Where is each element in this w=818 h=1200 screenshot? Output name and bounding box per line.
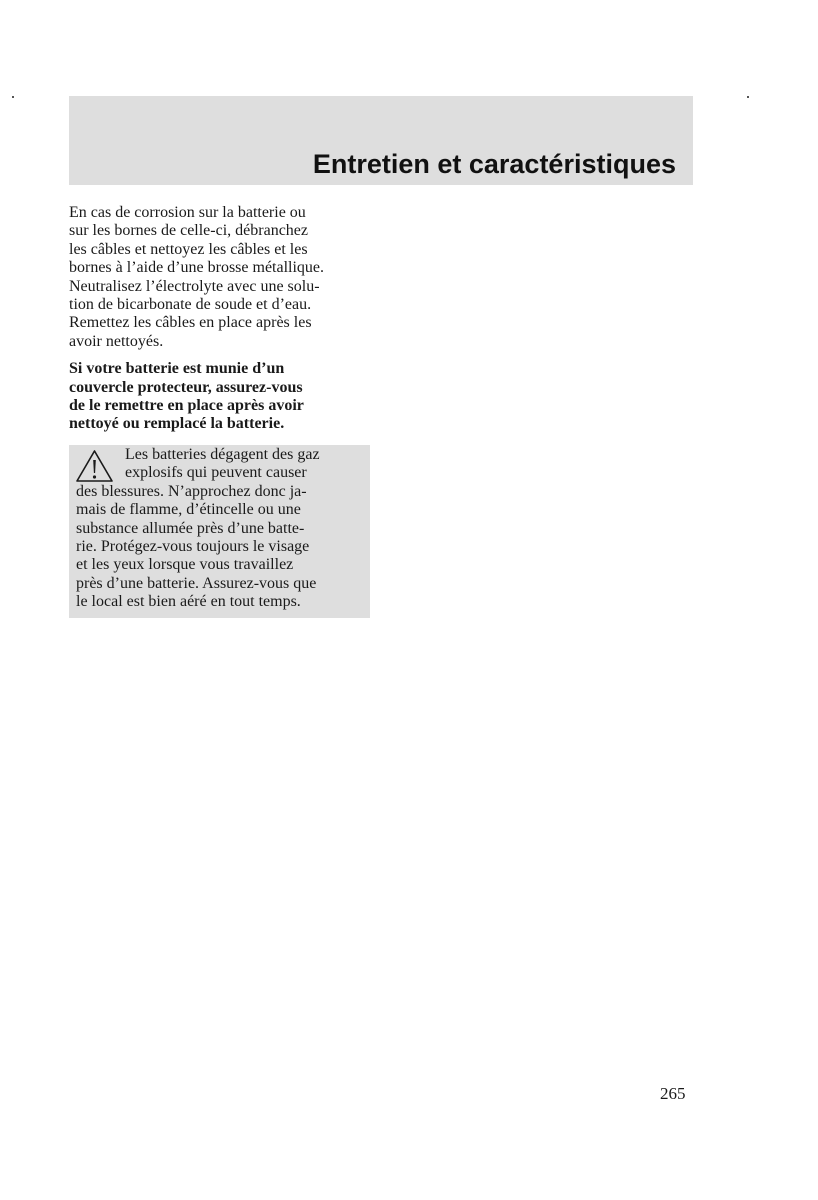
text-column — [69, 204, 367, 618]
header-band — [69, 96, 693, 185]
text-line: des blessures. N’approchez donc ja- — [76, 482, 307, 500]
text-line: avoir nettoyés. — [69, 332, 164, 350]
crop-mark-left — [12, 96, 14, 98]
text-line: mais de flamme, d’étincelle ou une — [76, 501, 301, 519]
text-line: sur les bornes de celle-ci, débranchez — [69, 222, 308, 240]
text-line: couvercle protecteur, assurez-vous — [69, 378, 303, 396]
text-line: tion de bicarbonate de soude et d’eau. — [69, 296, 312, 314]
text-line: explosifs qui peuvent causer — [125, 464, 307, 482]
text-line: près d’une batterie. Assurez-vous que — [76, 574, 317, 592]
page-title: Entretien et caractéristiques — [312, 149, 676, 179]
text-line: de le remettre en place après avoir — [69, 397, 304, 415]
text-line: les câbles et nettoyez les câbles et les — [69, 240, 308, 258]
text-line: rie. Protégez-vous toujours le visage — [76, 537, 310, 555]
text-line: Si votre batterie est munie d’un — [69, 360, 285, 378]
warning-text — [76, 446, 366, 612]
text-line: Remettez les câbles en place après les — [69, 314, 312, 332]
text-line: Les batteries dégagent des gaz — [125, 445, 320, 463]
warning-box — [69, 445, 370, 618]
text-line: et les yeux lorsque vous travaillez — [76, 556, 294, 574]
text-line: nettoyé ou remplacé la batterie. — [69, 415, 285, 433]
page-number: 265 — [660, 1084, 686, 1103]
bold-notice-paragraph — [69, 360, 367, 434]
crop-mark-right — [747, 96, 749, 98]
text-line: En cas de corrosion sur la batterie ou — [69, 204, 306, 221]
text-line: bornes à l’aide d’une brosse métallique. — [69, 259, 325, 277]
text-line: substance allumée près d’une batte- — [76, 519, 305, 537]
text-line: le local est bien aéré en tout temps. — [76, 593, 301, 611]
intro-paragraph — [69, 204, 367, 351]
text-line: Neutralisez l’électrolyte avec une solu- — [69, 277, 320, 295]
